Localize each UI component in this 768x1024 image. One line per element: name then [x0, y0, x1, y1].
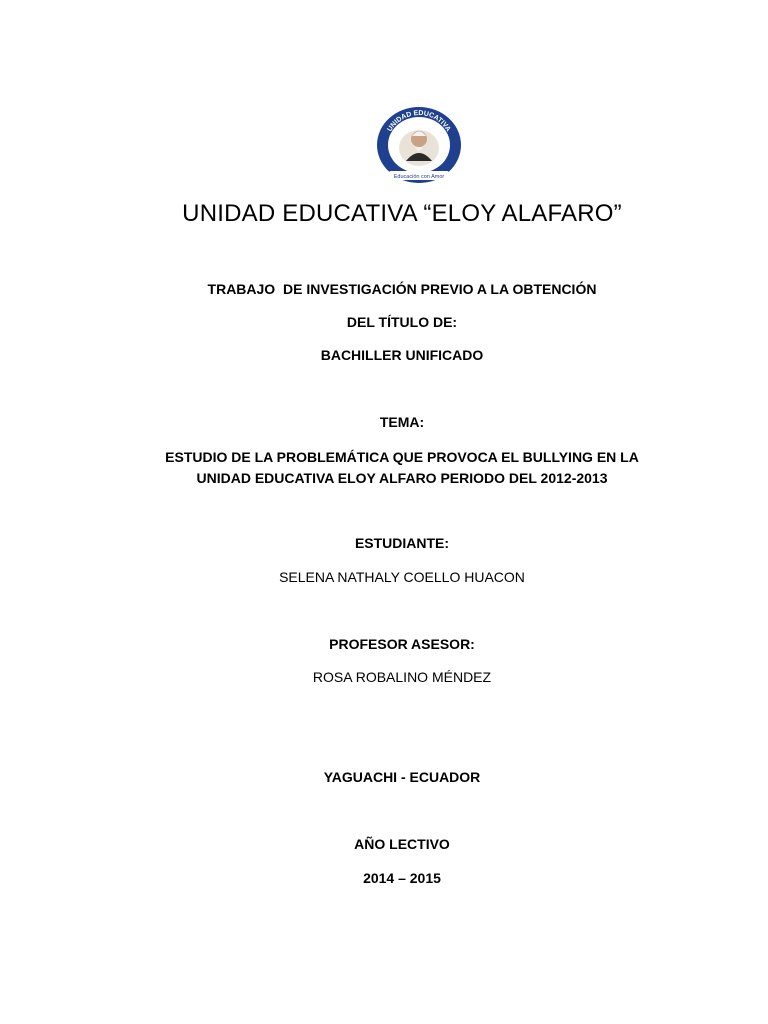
degree-line-2: DEL TÍTULO DE:: [346, 314, 458, 330]
logo-ring-text: UNIDAD EDUCATIVA: [386, 109, 452, 133]
student-name: SELENA NATHALY COELLO HUACON: [279, 569, 525, 585]
degree-line-1: TRABAJO DE INVESTIGACIÓN PREVIO A LA OBTENCIÓN: [207, 281, 597, 297]
page-title: UNIDAD EDUCATIVA “ELOY ALAFARO”: [182, 200, 622, 227]
school-logo: [372, 103, 466, 187]
logo-bottom-text: Educación con Amor: [393, 174, 445, 180]
topic-text-line-1: ESTUDIO DE LA PROBLEMÁTICA QUE PROVOCA EL BULLYING EN LA: [165, 449, 639, 465]
degree-line-3: BACHILLER UNIFICADO: [320, 347, 484, 363]
school-year-value: 2014 – 2015: [363, 870, 441, 886]
topic-label: TEMA:: [379, 414, 425, 430]
school-year-label: AÑO LECTIVO: [354, 836, 450, 852]
advisor-name: ROSA ROBALINO MÉNDEZ: [312, 669, 492, 685]
topic-text-line-2: UNIDAD EDUCATIVA ELOY ALFARO PERIODO DEL 2012-2013: [196, 470, 608, 486]
student-label: ESTUDIANTE:: [354, 535, 450, 551]
location: YAGUACHI - ECUADOR: [323, 769, 481, 785]
advisor-label: PROFESOR ASESOR:: [329, 636, 475, 652]
topic-text: [0, 447, 768, 489]
